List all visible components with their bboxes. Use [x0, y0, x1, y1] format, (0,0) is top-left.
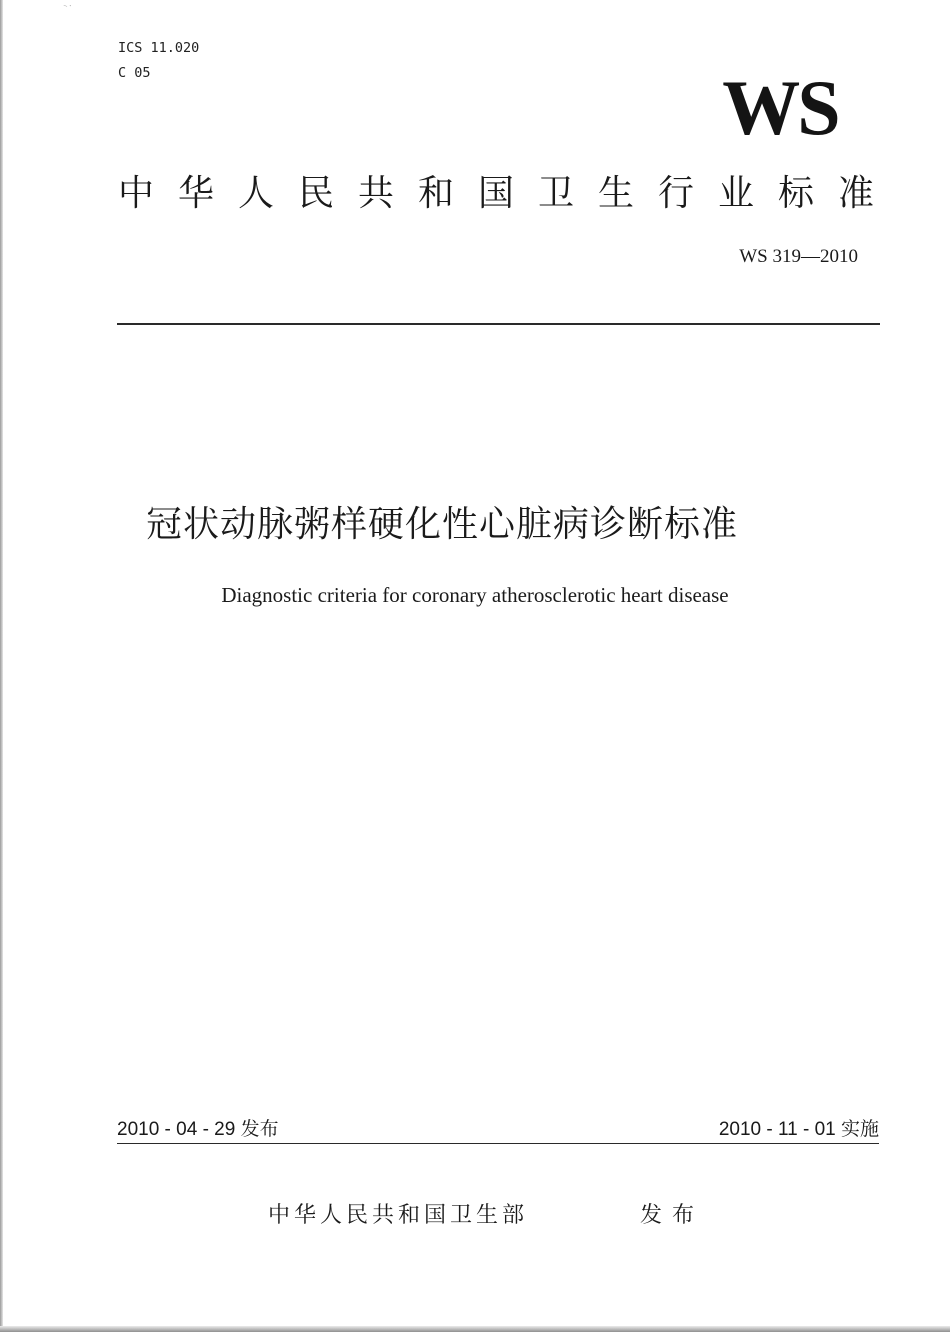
- scan-edge-bottom: [0, 1326, 950, 1332]
- scan-corner-mark: ⁻˙: [60, 2, 73, 16]
- standard-title-chinese: 冠状动脉粥样硬化性心脏病诊断标准: [146, 504, 739, 545]
- ccs-code: C 05: [118, 65, 151, 81]
- issuer-title: 中华人民共和国卫生行业标准: [118, 173, 899, 214]
- top-divider: [117, 323, 880, 325]
- standard-number: WS 319—2010: [739, 246, 858, 267]
- bottom-divider: [117, 1143, 879, 1144]
- ics-code: ICS 11.020: [118, 40, 200, 56]
- scan-edge-left: [0, 0, 3, 1332]
- implementation-date: 2010 - 11 - 01 实施: [718, 1119, 879, 1140]
- issue-date: 2010 - 04 - 29 发布: [117, 1119, 279, 1140]
- publisher-name: 中华人民共和国卫生部: [268, 1203, 529, 1228]
- publish-label: 发布: [640, 1203, 705, 1228]
- ws-logo: WS: [722, 64, 838, 151]
- classification-codes: [118, 36, 199, 86]
- standard-title-english: Diagnostic criteria for coronary atherosclerotic heart disease: [221, 583, 729, 607]
